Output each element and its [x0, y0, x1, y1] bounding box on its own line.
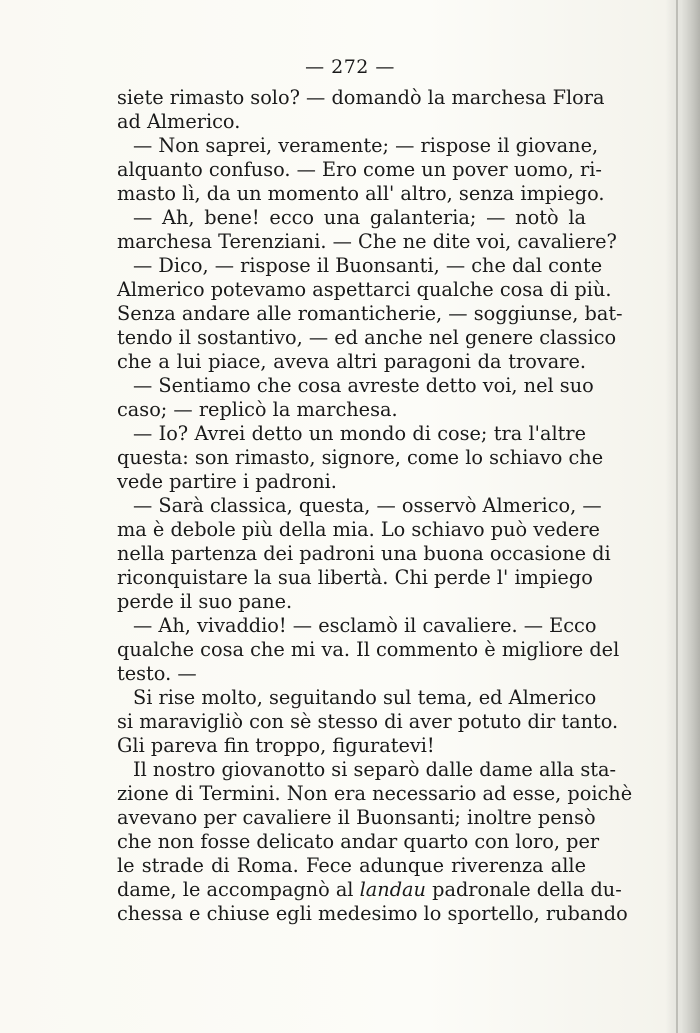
text-line: avevano per cavaliere il Buonsanti; inoltre pensò: [117, 806, 596, 829]
text-line: — Non saprei, veramente; — rispose il giovane,: [133, 134, 599, 157]
text-fragment: dame, le accompagnò al: [117, 878, 354, 901]
text-line: nella partenza dei padroni una buona occasione di: [117, 542, 611, 565]
text-line: siete rimasto solo? — domandò la marchesa Flora: [117, 86, 605, 109]
text-line: chessa e chiuse egli medesimo lo sportello, rubando: [117, 902, 628, 925]
text-line: si maravigliò con sè stesso di aver potuto dir tanto.: [117, 710, 619, 733]
text-line: Il nostro giovanotto si separò dalle dame alla sta-: [133, 758, 617, 781]
text-line: alquanto confuso. — Ero come un pover uomo, ri-: [117, 158, 602, 181]
text-line: che non fosse delicato andar quarto con loro, per: [117, 830, 600, 853]
italic-word: landau: [359, 878, 426, 901]
body-text: [117, 86, 633, 926]
text-line: questa: son rimasto, signore, come lo schiavo che: [117, 446, 604, 469]
text-line: riconquistare la sua libertà. Chi perde l' impiego: [117, 566, 593, 589]
text-fragment: padronale della du-: [432, 878, 622, 901]
binding-line: [676, 0, 678, 1033]
text-line: testo. —: [117, 662, 197, 685]
text-line: — Ah, vivaddio! — esclamò il cavaliere. — Ecco: [133, 614, 597, 637]
text-line: Gli pareva fin troppo, figuratevi!: [117, 734, 435, 757]
text-line: che a lui piace, aveva altri paragoni da trovare.: [117, 350, 586, 373]
text-line: masto lì, da un momento all' altro, senza impiego.: [117, 182, 605, 205]
text-line: ma è debole più della mia. Lo schiavo può vedere: [117, 518, 600, 541]
text-line: tendo il sostantivo, — ed anche nel genere classico: [117, 326, 617, 349]
text-line: ad Almerico.: [117, 110, 241, 133]
text-line: zione di Termini. Non era necessario ad esse, poichè: [117, 782, 633, 805]
text-line: qualche cosa che mi va. Il commento è migliore del: [117, 638, 620, 661]
text-line: — Dico, — rispose il Buonsanti, — che dal conte: [133, 254, 603, 277]
text-line: Senza andare alle romanticherie, — soggiunse, bat-: [117, 302, 623, 325]
text-line: — Io? Avrei detto un mondo di cose; tra l'altre: [133, 422, 586, 445]
text-line: caso; — replicò la marchesa.: [117, 398, 398, 421]
page-edge-shadow: [666, 0, 700, 1033]
text-line: perde il suo pane.: [117, 590, 293, 613]
text-line: Almerico potevamo aspettarci qualche cosa di più.: [117, 278, 612, 301]
text-line: Si rise molto, seguitando sul tema, ed Almerico: [133, 686, 597, 709]
text-line: vede partire i padroni.: [117, 470, 337, 493]
text-line: — Sentiamo che cosa avreste detto voi, nel suo: [133, 374, 594, 397]
text-line: marchesa Terenziani. — Che ne dite voi, cavaliere?: [117, 230, 617, 253]
text-line: — Sarà classica, questa, — osservò Almerico, —: [133, 494, 602, 517]
page-number: — 272 —: [305, 56, 395, 78]
text-line: — Ah, bene! ecco una galanteria; — notò la: [133, 206, 586, 229]
text-line: [117, 878, 622, 902]
text-line: le strade di Roma. Fece adunque riverenza alle: [117, 854, 586, 877]
